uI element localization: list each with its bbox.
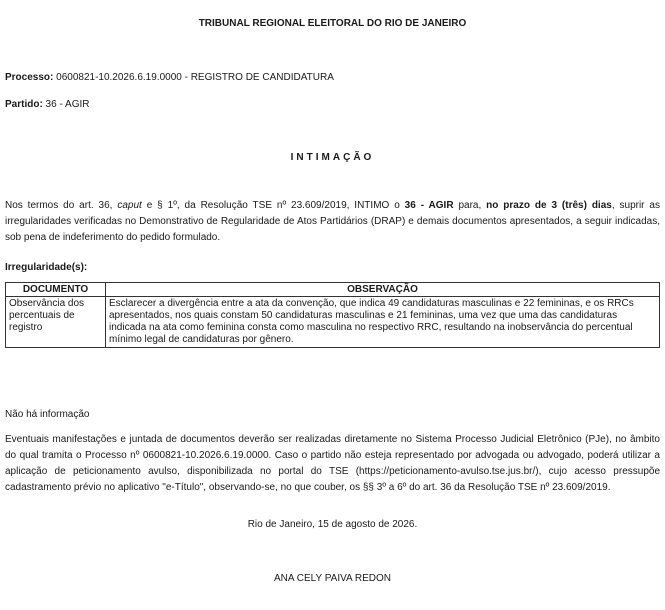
para1-text-2: e § 1º, da Resolução TSE nº 23.609/2019, INTIMO o (141, 200, 405, 211)
processo-label: Processo: (5, 72, 54, 83)
intimation-paragraph (5, 198, 660, 246)
cell-documento: Observância dos percentuais de registro (6, 297, 106, 348)
para1-text-3: para, (453, 200, 487, 211)
header-documento: DOCUMENTO (6, 283, 106, 297)
para1-caput: caput (117, 200, 142, 211)
partido-label: Partido: (5, 99, 43, 110)
irregularities-label: Irregularidade(s): (5, 262, 88, 273)
processo-line (5, 72, 334, 83)
court-name: TRIBUNAL REGIONAL ELEITORAL DO RIO DE JANEIRO (198, 18, 467, 29)
document-title: INTIMAÇÃO (290, 152, 375, 163)
para1-party: 36 - AGIR (404, 200, 454, 211)
para1-text-4: , suprir as irregularidades verificadas no Demonstrativo de Regularidade de Atos Partidários (DRAP) e demais documentos apresentados, a seguir indicadas, sob pena de indeferimento do pedido formulado. (5, 200, 660, 243)
table-header-row (6, 283, 660, 297)
processo-value: 0600821-10.2026.6.19.0000 - REGISTRO DE CANDIDATURA (53, 72, 334, 83)
signer-name: ANA CELY PAIVA REDON (273, 573, 392, 584)
table-row (6, 297, 660, 348)
instructions-paragraph: Eventuais manifestações e juntada de documentos deverão ser realizadas diretamente no Sistema Processo Judicial Eletrônico (PJe), no âmbito do qual tramita o Processo nº 0600821-10.2026.6.19.0000. Caso o partido não esteja representado por advogada ou advogado, poderá utilizar a aplicação de peticionamento avulso, disponibilizada no portal do TSE (https://peticionamento-avulso.tse.jus.br/), cujo acesso pressupõe cadastramento prévio no aplicativo "e-Título", observando-se, no que couber, os §§ 3º a 6º do art. 36 da Resolução TSE nº 23.609/2019. (5, 434, 660, 493)
no-info-text: Não há informação (5, 409, 90, 420)
para1-deadline: no prazo de 3 (três) dias (486, 200, 612, 211)
partido-value: 36 - AGIR (42, 99, 90, 110)
date-line: Rio de Janeiro, 15 de agosto de 2026. (247, 519, 418, 530)
partido-line (5, 99, 89, 110)
header-observacao: OBSERVAÇÃO (106, 283, 660, 297)
cell-observacao: Esclarecer a divergência entre a ata da convenção, que indica 49 candidaturas masculinas e 22 femininas, e os RRCs apresentados, nos quais constam 50 candidaturas masculinas e 21 femininas, uma vez que uma das candidaturas indicada na ata como feminina consta como masculina no respectivo RRC, resultando na inobservância do percentual mínimo legal de candidaturas por gênero. (106, 297, 660, 348)
para1-text-1: Nos termos do art. 36, (5, 200, 118, 211)
irregularities-table (5, 282, 660, 348)
